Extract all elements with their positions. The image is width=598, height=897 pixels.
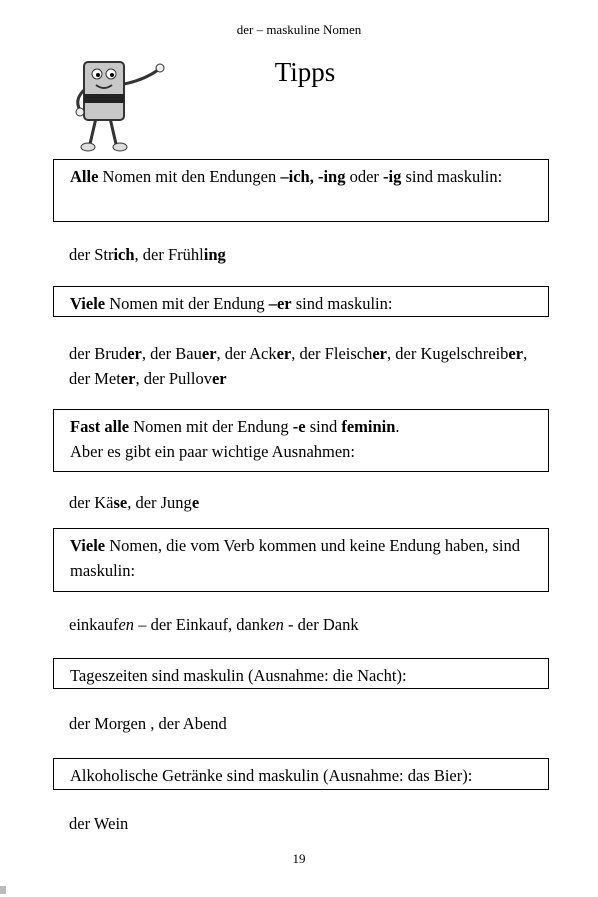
ex-2-11: , der Met — [69, 344, 528, 388]
ex-2-6: er — [276, 344, 292, 363]
rule-3-gender: feminin — [341, 417, 396, 436]
rule-1-keyword: Alle — [70, 167, 99, 186]
rule-3-text-a: Nomen mit der Endung — [129, 417, 293, 436]
ex-2-10: er — [508, 344, 524, 363]
rule-1-endings-a: –ich, -ing — [280, 167, 346, 186]
example-3 — [69, 490, 539, 515]
ex-3-c: , der Jung — [127, 493, 192, 512]
ex-2-14: er — [211, 369, 227, 388]
example-1 — [69, 242, 539, 267]
ex-2-7: , der Fleisch — [291, 344, 373, 363]
ex-4-e: - der Dank — [283, 615, 359, 634]
rule-box-3 — [53, 409, 549, 472]
ex-3-d: e — [191, 493, 200, 512]
ex-4-d: en — [268, 615, 284, 634]
rule-box-2 — [53, 286, 549, 317]
rule-2-keyword: Viele — [70, 294, 106, 313]
ex-3-b: se — [113, 493, 128, 512]
rule-4-text: Nomen, die vom Verb kommen und keine Endung haben, sind maskulin: — [70, 536, 521, 580]
rule-3-text-b: sind — [305, 417, 342, 436]
example-6: der Wein — [69, 814, 129, 833]
ex-3-a: der Kä — [69, 493, 114, 512]
rule-3-ending: -e — [292, 417, 306, 436]
ex-1-a: der Str — [69, 245, 114, 264]
ex-2-12: er — [120, 369, 136, 388]
page-header: der – maskuline Nomen — [236, 22, 362, 37]
rule-1-endings-b: -ig — [383, 167, 402, 186]
rule-2-text-b: sind maskulin: — [291, 294, 393, 313]
ex-2-1: der Brud — [69, 344, 128, 363]
ex-4-b: en — [118, 615, 135, 634]
rule-2-ending: –er — [268, 294, 292, 313]
page-title: Tipps — [274, 57, 336, 87]
example-2 — [69, 341, 539, 391]
ex-2-2: er — [127, 344, 142, 363]
ex-2-5: , der Ack — [216, 344, 277, 363]
ex-1-b: ich — [113, 245, 135, 264]
ex-2-8: er — [372, 344, 387, 363]
rule-3-line-2: Aber es gibt ein paar wichtige Ausnahmen: — [70, 442, 356, 461]
resize-grip[interactable] — [0, 886, 6, 894]
rule-2-text-a: Nomen mit der Endung — [105, 294, 269, 313]
ex-1-d: ing — [203, 245, 226, 264]
example-4 — [69, 612, 539, 637]
rule-1-text-c: sind maskulin: — [401, 167, 503, 186]
rule-3-keyword: Fast alle — [70, 417, 130, 436]
rule-box-4 — [53, 528, 549, 592]
ex-2-4: er — [201, 344, 217, 363]
rule-4-keyword: Viele — [70, 536, 106, 555]
page-number: 19 — [292, 851, 306, 866]
example-5: der Morgen , der Abend — [69, 714, 227, 733]
ex-1-c: , der Frühl — [134, 245, 204, 264]
rule-1-text-b: oder — [345, 167, 384, 186]
ex-4-a: einkauf — [69, 615, 119, 634]
ex-4-c: – der Einkauf, dank — [134, 615, 269, 634]
book-character-icon — [66, 56, 170, 156]
rule-box-1 — [53, 159, 549, 222]
ex-2-13: , der Pullov — [135, 369, 212, 388]
ex-2-3: , der Bau — [141, 344, 202, 363]
ex-2-9: , der Kugelschreib — [387, 344, 509, 363]
rule-box-5: Tageszeiten sind maskulin (Ausnahme: die Nacht): — [53, 658, 549, 689]
rule-3-text-c: . — [395, 417, 400, 436]
rule-box-6: Alkoholische Getränke sind maskulin (Ausnahme: das Bier): — [53, 758, 549, 790]
rule-1-text-a: Nomen mit den Endungen — [98, 167, 281, 186]
